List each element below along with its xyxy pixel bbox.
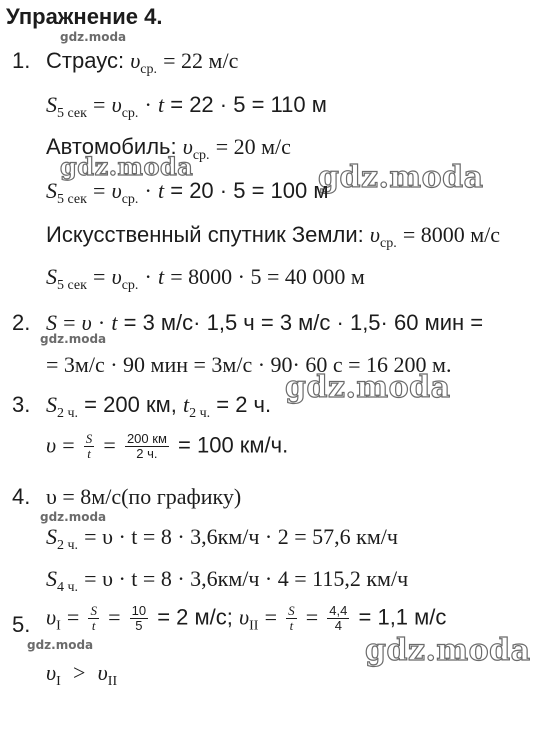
s-subscript: 5 сек xyxy=(57,278,87,293)
car-distance: = 20 · 5 = 100 м xyxy=(170,178,329,203)
s-subscript: 2 ч. xyxy=(57,406,79,421)
ex4-speed: υ = 8м/с(по графику) xyxy=(46,484,242,509)
v-symbol: υ xyxy=(46,660,57,685)
s-symbol: S xyxy=(46,178,57,203)
equals: = xyxy=(264,604,277,630)
ex1-ostrich-calc: $S_{5 сек} = \upsilon_{ср.} \cdot t = 22 \cdot 5 = 110$ м xyxy=(46,92,327,121)
ex1-satellite-calc: $S_{5 сек} = \upsilon_{ср.} \cdot t = 8000 \cdot 5 = 40$ 000 м xyxy=(46,264,365,293)
v-subscript: II xyxy=(107,674,118,689)
fraction-s-over-t: $\frac{S}{t}$ xyxy=(90,603,97,633)
ex5-compare xyxy=(46,660,117,690)
equals: = xyxy=(62,432,75,458)
item-number: 2. xyxy=(12,310,31,335)
ex1-car-calc: $S_{5 сек} = \upsilon_{ср.} \cdot t = 20 \cdot 5 = 100$ м xyxy=(46,178,329,207)
item-number: 4. xyxy=(12,484,31,509)
s-symbol: S xyxy=(46,392,57,417)
v-subscript: ср. xyxy=(121,106,139,121)
ex5-speeds xyxy=(46,604,446,634)
v-symbol: υ xyxy=(239,604,250,630)
time-value: = 2 ч. xyxy=(216,392,272,417)
watermark: gdz.moda xyxy=(318,160,484,195)
v-subscript: ср. xyxy=(121,192,139,207)
s-subscript: 4 ч. xyxy=(57,580,79,595)
s-subscript: 5 сек xyxy=(57,106,87,121)
ostrich-speed: = 22 м/с xyxy=(163,48,239,73)
ostrich-distance: = 22 · 5 = 110 м xyxy=(170,92,327,117)
s-symbol: S xyxy=(46,566,57,591)
speed-result-2: = 1,1 м/с xyxy=(358,604,447,630)
v-subscript: ср. xyxy=(380,236,397,251)
watermark: gdz.moda xyxy=(285,370,451,405)
watermark: gdz.moda xyxy=(60,152,194,181)
s-subscript: 5 сек xyxy=(57,192,87,207)
page-title: Упражнение 4. xyxy=(6,4,163,29)
v-subscript: I xyxy=(56,674,61,689)
v-symbol: υ xyxy=(97,660,108,685)
watermark: gdz.moda xyxy=(60,30,127,44)
ostrich-label: Страус: xyxy=(46,48,125,73)
dot: · xyxy=(144,264,152,289)
equals: = xyxy=(103,432,116,458)
ex4-s2-calc: = υ · t = 8 · 3,6км/ч · 2 = 57,6 км/ч xyxy=(84,524,398,549)
car-speed: = 20 м/с xyxy=(215,134,291,159)
ex2-calc-1: = 3 м/с· 1,5 ч = 3 м/с · 1,5· 60 мин = xyxy=(123,310,484,335)
ex2-calc-2: = 3м/с · 90 мин = 3м/с · 90· 60 с = 16 200 м. xyxy=(46,352,452,377)
speed-result-1: = 2 м/с; xyxy=(157,604,233,630)
fraction-s-over-t: $\frac{S}{t}$ xyxy=(288,603,295,633)
watermark: gdz.moda xyxy=(40,332,107,346)
v-subscript: II xyxy=(249,618,259,634)
fraction-s-over-t: $\frac{S}{t}$ xyxy=(85,431,93,461)
watermark: gdz.moda xyxy=(365,633,531,668)
watermark: gdz.moda xyxy=(40,510,107,524)
item-number: 1. xyxy=(12,48,31,73)
t-symbol: t xyxy=(111,310,118,335)
s-subscript: 2 ч. xyxy=(57,538,79,553)
v-subscript: I xyxy=(56,618,61,634)
ex1-car-line xyxy=(46,134,291,164)
watermark: gdz.moda xyxy=(27,638,94,652)
fraction-values-2: $\frac{4,4}{4}$ xyxy=(329,603,348,633)
item-number: 5. xyxy=(12,612,31,637)
dot: · xyxy=(97,310,106,335)
ex3-speed xyxy=(46,432,288,461)
equals: = xyxy=(108,604,121,630)
s-symbol: S xyxy=(46,524,57,549)
ex1-ostrich-line xyxy=(46,48,238,78)
equals: = xyxy=(63,310,76,335)
t-symbol: t xyxy=(157,264,165,289)
v-subscript: ср. xyxy=(192,148,210,163)
t-symbol: t xyxy=(157,178,165,203)
v-subscript: ср. xyxy=(121,278,139,293)
speed-result: = 100 км/ч. xyxy=(178,432,289,458)
t-subscript: 2 ч. xyxy=(189,406,211,421)
equals: = xyxy=(305,604,319,630)
car-label: Автомобиль: xyxy=(46,134,177,159)
v-symbol: υ xyxy=(111,178,122,203)
v-symbol: υ xyxy=(111,92,122,117)
dot: · xyxy=(144,178,152,203)
ex2-line1 xyxy=(46,310,483,336)
dot: · xyxy=(144,92,152,117)
ex3-given xyxy=(46,392,271,422)
s-symbol: S xyxy=(46,92,57,117)
fraction-values-1: $\frac{10}{5}$ xyxy=(131,603,147,633)
ex4-s2 xyxy=(46,524,398,554)
s-symbol: S xyxy=(46,310,57,335)
t-symbol: t xyxy=(157,92,165,117)
ex4-s4 xyxy=(46,566,408,596)
ex2-line2 xyxy=(46,352,451,378)
ex1-satellite-line xyxy=(46,222,500,252)
ex4-s4-calc: = υ · t = 8 · 3,6км/ч · 4 = 115,2 км/ч xyxy=(84,566,409,591)
satellite-distance: = 8000 · 5 = 40 000 м xyxy=(170,264,365,289)
s-symbol: S xyxy=(46,264,57,289)
equals: = xyxy=(66,604,80,630)
fraction-values: $\frac{200 км}{2 ч.}$ xyxy=(126,431,167,461)
v-symbol: υ xyxy=(369,222,380,247)
t-symbol: t xyxy=(182,392,190,417)
v-subscript: ср. xyxy=(140,62,158,77)
ex4-line1 xyxy=(46,484,241,510)
v-symbol: υ xyxy=(130,48,141,73)
v-symbol: υ xyxy=(111,264,122,289)
v-symbol: υ xyxy=(46,432,57,458)
v-symbol: υ xyxy=(46,604,57,630)
greater-than: > xyxy=(73,660,86,685)
satellite-label: Искусственный спутник Земли: xyxy=(46,222,364,247)
v-symbol: υ xyxy=(182,134,193,159)
satellite-speed: = 8000 м/с xyxy=(402,222,501,247)
v-symbol: υ xyxy=(81,310,92,335)
distance-value: = 200 км, xyxy=(84,392,177,417)
item-number: 3. xyxy=(12,392,31,417)
